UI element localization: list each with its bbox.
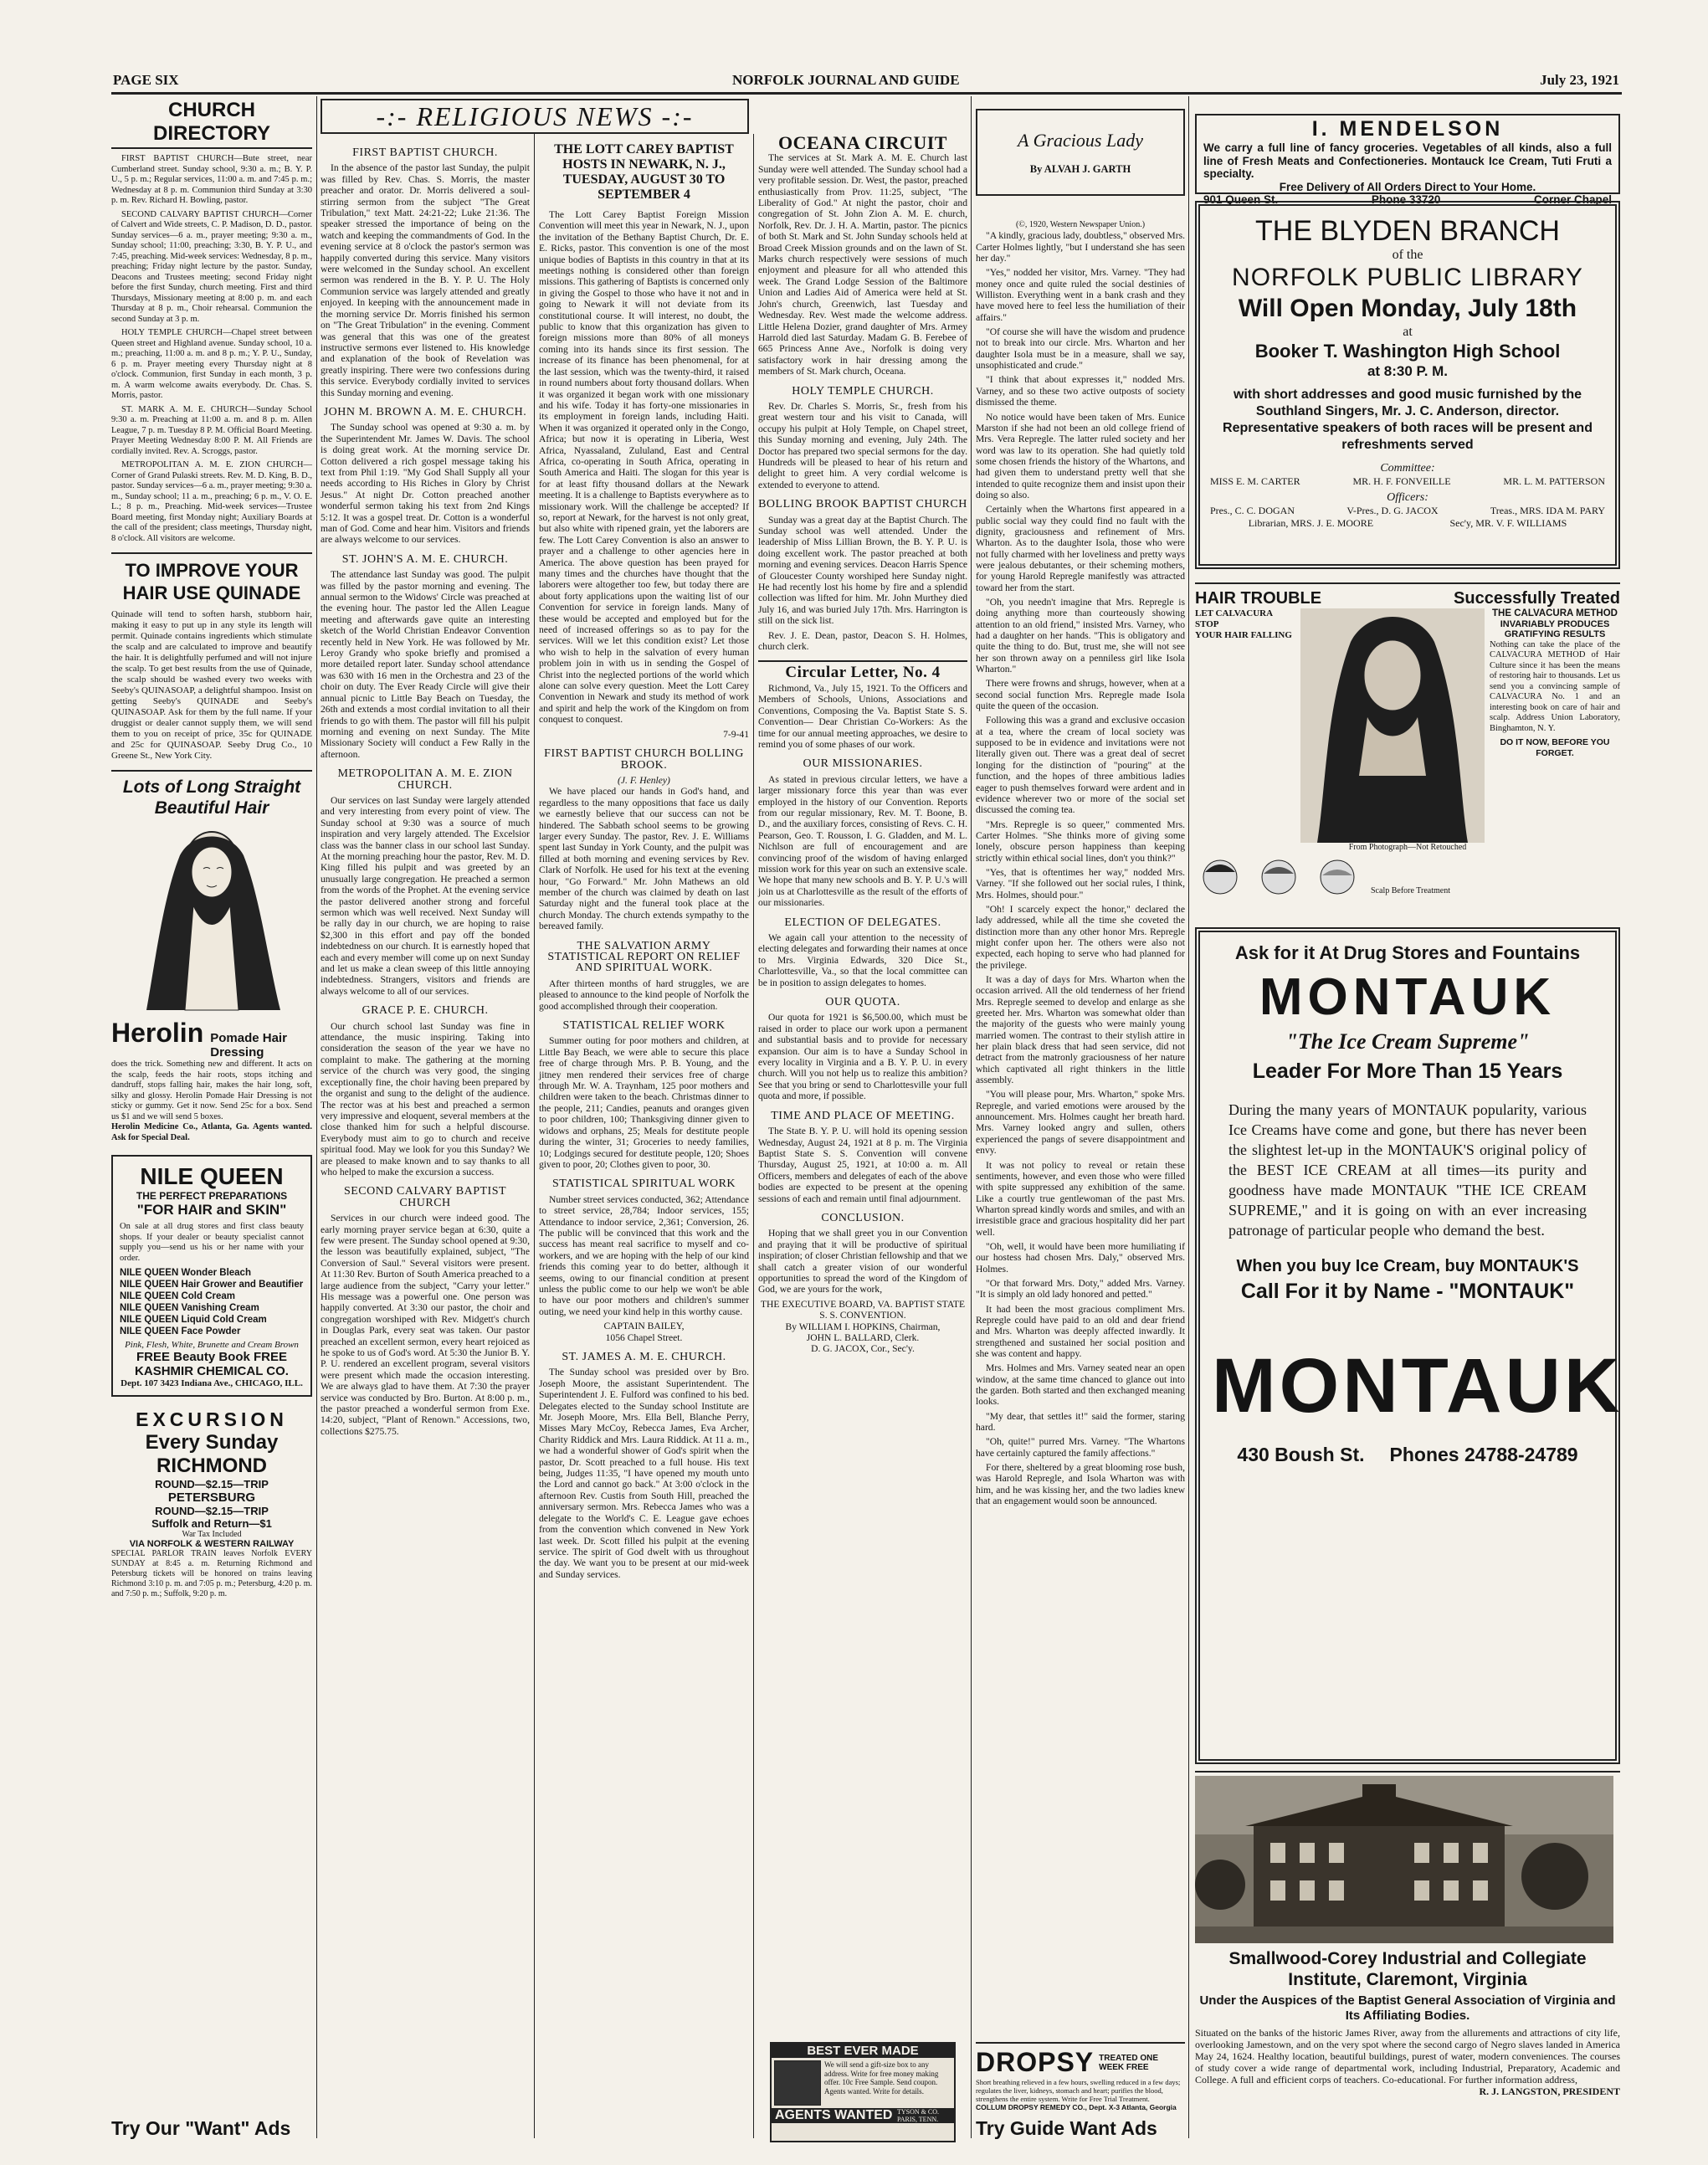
nile-queen-sub2: "FOR HAIR and SKIN" bbox=[136, 1202, 287, 1218]
dropsy-company: COLLUM DROPSY REMEDY CO., Dept. X-3 Atlanta, Georgia bbox=[976, 2103, 1177, 2111]
mendelson-ad bbox=[1195, 114, 1620, 206]
bolling-brook-title: BOLLING BROOK BAPTIST CHURCH bbox=[758, 498, 967, 511]
story-paragraph: It was not policy to reveal or retain these sentiments, however, and even those who were filled with spite suppressed any exhibition of the same. Like a courtly true gentlewoman of the past Mrs. Wharton spread kindly words and smiles, and with an irresistible grace and gracious hospitality did her part well. bbox=[976, 1159, 1185, 1238]
story-paragraph: It had been the most gracious compliment Mrs. Repregle could have paid to an old and dear friend and Mrs. Wharton was deeply affected inwardly. It strengthened and sustained her social position and she was content and happy. bbox=[976, 1303, 1185, 1359]
committee-heading: Committee: bbox=[1380, 462, 1435, 475]
story-paragraph: "Mrs. Repregle is so queer," commented Mrs. Carter Holmes. "She thinks more of giving some lonely, obscure person happiness than keeping strictly within ethical social lines, don't you think?" bbox=[976, 818, 1185, 864]
want-ads-footer-right: Try Guide Want Ads bbox=[976, 2117, 1157, 2139]
calvacura-donow: DO IT NOW, BEFORE YOU FORGET. bbox=[1500, 737, 1610, 758]
montauk-top: Ask for it At Drug Stores and Fountains bbox=[1234, 942, 1581, 963]
blyden-at: at bbox=[1403, 325, 1413, 339]
institute-building-photo bbox=[1195, 1776, 1613, 1943]
hair-trouble-line2: YOUR HAIR FALLING bbox=[1195, 630, 1292, 640]
agents-wanted: AGENTS WANTED bbox=[775, 2108, 893, 2122]
circular-title: Circular Letter, No. 4 bbox=[758, 660, 967, 678]
committee-member: MR. H. F. FONVEILLE bbox=[1352, 475, 1451, 487]
montauk-when: When you buy Ice Cream, buy MONTAUK'S bbox=[1236, 1257, 1579, 1275]
smallwood-title: Smallwood-Corey Industrial and Collegiate Institute, Claremont, Virginia bbox=[1228, 1949, 1587, 1989]
story-paragraph: Mrs. Holmes and Mrs. Varney seated near an open window, at the same time chanced to glance out into the garden. Both started and then exchanged meaning looks. bbox=[976, 1362, 1185, 1408]
best-ever-company: TYSON & CO. PARIS, TENN. bbox=[897, 2108, 940, 2123]
smallwood-signer: R. J. LANGSTON, PRESIDENT bbox=[1479, 2085, 1620, 2097]
nile-queen-company: KASHMIR CHEMICAL CO. bbox=[135, 1364, 289, 1378]
officer: V-Pres., D. G. JACOX bbox=[1346, 505, 1439, 516]
excursion-body: SPECIAL PARLOR TRAIN leaves Norfolk EVERY SUNDAY at 8:45 a. m. Returning Richmond and Petersburg tickets will be honored on trains leaving Richmond 3:10 p. m. and 7:05 p. m.; Petersburg, 4:20 p. m. and 7:50 p. m.; Suffolk, 9:20 p. m. bbox=[111, 1549, 312, 1598]
time-place-heading: TIME AND PLACE OF MEETING. bbox=[771, 1109, 955, 1122]
quinade-body: Quinade will tend to soften harsh, stubborn hair, making it easy to put up in any style its length will permit. Quinade contains ingredients which stimulate the scalp and are calculated to improve and beautify the hair. It is delightfully perfumed and will not injure the scalp. To get best results from the use of Quinade, the scalp should be washed every two weeks with Seeby's QUINASOAP, a delightful shampoo. Insist on getting Seeby's QUINADE and Seeby's QUINASOAP. Ask for them by the full name. If your druggist or dealer cannot supply them, we will send them to you on receipt of price, 35c for QUINADE and 25c for QUINASOAP. Seeby Drug Co., 10 Greene St., New York City. bbox=[111, 609, 312, 761]
banner-title: RELIGIOUS NEWS bbox=[416, 101, 654, 131]
mendelson-title: I. MENDELSON bbox=[1311, 117, 1504, 141]
excursion-via: VIA NORFOLK & WESTERN RAILWAY bbox=[129, 1539, 295, 1549]
herolin-headline: Lots of Long Straight Beautiful Hair bbox=[122, 777, 301, 818]
page-number: PAGE SIX bbox=[113, 72, 179, 88]
excursion-line3: ROUND—$2.15—TRIP bbox=[155, 1478, 269, 1490]
bolling-brook-signature: Rev. J. E. Dean, pastor, Deacon S. H. Holmes, church clerk. bbox=[758, 629, 967, 653]
story-paragraph: "Oh! I scarcely expect the honor," declared the lady addressed, while all the time she coveted the distinction more than any other honor Mrs. Repregle might confer upon her. The others were also not expected, each hoping to serve who had planned for the privilege. bbox=[976, 903, 1185, 971]
woman-long-hair-illustration bbox=[113, 822, 310, 1014]
st-james-text: The Sunday school was presided over by Bro. Joseph Moore, the assistant Superintendent. The Superintendent J. E. Fulford was confined to his bed. Delegates elected to the Sunday school Institute are Mr. Joseph Moore, Mrs. Ella Bell, Blanche Perry, Misses Mary McCoy, Rebecca James, Eva Archer, Charity Riddick and Mrs. Laura Riddick. At 11 a. m., we had a wonderful shower of God's spirit when the pastor, Dr. Scott preached to a full house. His text being, Judges 11:35, "I have opened my mouth unto the Lord and cannot go back." At 3:00 o'clock in the afternoon Rev. Custis from South Hill, preached the anniversary sermon. Mrs. Rebecca James who was a delegate to the World's C. E. League gave echoes from the convention which convened in New York last week. Dr. Scott filled his pulpit at the evening service. The spirit of God dwelt with us throughout the day. We want you to be present at our mid-week and Sunday services. bbox=[539, 1367, 749, 1580]
column-divider bbox=[971, 96, 972, 2138]
best-ever-body: We will send a gift-size box to any address. Write for free money making offer. 10c Free Sample. Send coupon. Agents wanted. Write for details. bbox=[824, 2060, 939, 2096]
mendelson-phone: Phone 33720 bbox=[1371, 192, 1441, 206]
story-paragraph: Following this was a grand and exclusive occasion at a tea, where the cream of local society was supposed to be in evidence and invitations were not literally given out. There was a great deal of secret longing for the distinction of "pouring" at the function, and the hopes of three ambitious ladies eager to push themselves forward were ardent and in evidence wherever two or more of the social set discussed the coming tea. bbox=[976, 715, 1185, 816]
directory-entry: SECOND CALVARY BAPTIST CHURCH—Corner of Calvert and Wide streets, C. P. Madison, D. D., pastor. Sunday services—6 a. m., prayer meeting; 9:30 a. m., Sunday school; 11:00, preaching; 3:30, B. Y. P. U., and 7:45, preaching. Mid-week services: Wednesday, 8 p. m., preaching; Friday night lecture by the pastor. Sunday, Deacons and Trustees meeting; second Friday night before the first Sunday, church meeting. First and third Thursdays, Missionary meeting at 8:00 p. m. and each Thursday at 8 p. m., Choir rehearsal. Communion the second Sunday at 3 p. m. bbox=[111, 209, 313, 324]
story-paragraph: "Yes, that is oftentimes her way," nodded Mrs. Varney. "If she followed out her social rules, I think, Mrs. Holmes, should pour." bbox=[976, 866, 1185, 900]
issue-date: July 23, 1921 bbox=[1540, 72, 1619, 88]
story-paragraph: "You will please pour, Mrs. Wharton," spoke Mrs. Repregle, and varied emotions were aroused by the announcement. Mrs. Holmes caught her breath hard. Mrs. Varney looked angry and sullen, others experienced the pangs of severe disappointment and envy. bbox=[976, 1089, 1185, 1157]
nile-queen-sub1: THE PERFECT PREPARATIONS bbox=[136, 1190, 288, 1202]
hair-trouble-title-right: Successfully Treated bbox=[1454, 589, 1620, 608]
committee-member: MISS E. M. CARTER bbox=[1210, 475, 1300, 487]
quota-heading: OUR QUOTA. bbox=[825, 996, 900, 1009]
lott-carey-text: The Lott Carey Baptist Foreign Mission Convention will meet this year in Newark, N. J., upon the invitation of the Bethany Baptist Church, Dr. E. E. Ricks, pastor. This convention is one of the most unique bodies of Baptists in this country in that at its meetings nothing is considered other than foreign missions. This gathering of Baptists is concerned only in giving the Gospel to those who have it not and in going to Newark it will not deviate from its constitutional course. It will interest, no doubt, the public to know that this organization has given to foreign missions more than 80% of all moneys coming into its hands since its first session. The increase of its finance has been phenomenal, for at the last session, which was the twenty-third, it raised in round numbers about forty thousand dollars. When it was organized it began work with one missionary and his wife. Today it has forty-one missionaries in its employment in foreign lands, including Haiti. When it was organized it operated only in the Congo, Africa; but now it is operating in Liberia, West Africa, Nyassaland, Zululand, East and Central Africa, co-operating in South Africa, operating in South America and Haiti. The slogan for this year is for at least fifty thousand dollars at the Newark meeting. It is a challenge to Baptists everywhere as to missionary work. Will the challenge be accepted? If so, report at Newark, for the harvest is not only great, but also white with ripened grain, yet the laborers are few. The Lott Carey Convention is also an answer to prayer and a challenge to other agencies here in America. The above question has been prayed for many times and the churches have thought that the laborers were altogether too few, but today there are about forty applications upon the waiting list of our Convention for service in foreign lands. Many of these would be accepted and employed but for the need of increased offerings so as to pay for the services. Will we let this condition exist? Let those who wish to help in the salvation of every human problem join in with us in sending the Gospel of Christ into the neglected portions of the world which alone can solve every question. Meet the Lott Carey Convention in Newark and study its method of work and spirit and help the work of the Kingdom on from conquest to conquest. bbox=[539, 209, 749, 726]
grace-title: GRACE P. E. CHURCH. bbox=[362, 1004, 489, 1018]
product-item: NILE QUEEN Cold Cream bbox=[120, 1291, 236, 1301]
calvacura-body: Nothing can take the place of the CALVACURA METHOD of Hair Culture since it has been the means of restoring hair to thousands. Let us send you a convincing sample of CALVACURA No. 1 and an interesting book on care of hair and scalp. Address Union Laboratory, Binghamton, N. Y. bbox=[1490, 639, 1620, 733]
montauk-phones: Phones 24788-24789 bbox=[1389, 1444, 1578, 1465]
montauk-address: 430 Boush St. bbox=[1237, 1444, 1365, 1465]
officer: Librarian, MRS. J. E. MOORE bbox=[1248, 517, 1374, 529]
excursion-ad bbox=[111, 1408, 312, 1599]
header-rule bbox=[111, 92, 1622, 95]
conclusion-text: Hoping that we shall greet you in our Convention and praying that it will be productive of spiritual inspiration; of closer Christian fellowship and that we shall catch a greater vision of our wonderful opportunities to spread the word of the Kingdom of God, we are yours for the work, bbox=[758, 1228, 967, 1295]
blyden-branch-ad bbox=[1195, 201, 1620, 569]
herolin-sub: Pomade Hair Dressing bbox=[210, 1031, 287, 1059]
st-johns-text: The attendance last Sunday was good. The pulpit was filled by the pastor morning and evening. The annual sermon to the Widows' Circle was preached at the evening hour. The pastor led the Allen League meeting and afterwards gave quite an interesting sketch of the World Christian Endeavor Convention recently held in New York. He was followed by Mr. Leroy Grandy who spoke briefly and promised a more detailed report later. Sunday school attendance was 630 with 16 men in the Orchestra and 23 of the choir on duty. The Ever Ready Circle will give their annual picnic to Little Bay Beach on Tuesday, the 26th and extends a most cordial invitation to all their friends to go with them. The pastor will fill his pulpit morning and evening on next Sunday. The Mite Missionary Society will conduct a Few Rally in the afternoon. bbox=[321, 569, 530, 760]
nile-queen-ad bbox=[111, 1155, 312, 1397]
delegates-text: We again call your attention to the necessity of electing delegates and forwarding their names at once to Mrs. Virginia Edwards, 320 Dice St., Charlottesville, Va., so that the local committee can be in position to assign delegates to homes. bbox=[758, 932, 967, 988]
blyden-of: of the bbox=[1392, 248, 1423, 262]
story-paragraph: For there, sheltered by a great blooming rose bush, was Harold Repregle, and Isola Wharton was with him, and he was kissing her, and the two ladies knew that an engagement would soon be announced. bbox=[976, 1462, 1185, 1507]
hair-trouble-ad bbox=[1195, 582, 1620, 917]
quinade-title: TO IMPROVE YOUR HAIR USE QUINADE bbox=[122, 560, 301, 603]
excursion-tax: War Tax Included bbox=[182, 1530, 242, 1539]
story-title: A Gracious Lady bbox=[1018, 129, 1143, 151]
nile-queen-free: FREE Beauty Book FREE bbox=[136, 1350, 288, 1364]
mendelson-address: 901 Queen St. bbox=[1203, 192, 1279, 206]
masthead: NORFOLK JOURNAL AND GUIDE bbox=[732, 72, 960, 88]
religious-news-col-2 bbox=[321, 139, 530, 2139]
hair-trouble-title-left: HAIR TROUBLE bbox=[1195, 589, 1322, 608]
signer: THE EXECUTIVE BOARD, VA. BAPTIST STATE S. S. CONVENTION. bbox=[760, 1298, 966, 1321]
missionaries-heading: OUR MISSIONARIES. bbox=[803, 757, 923, 771]
religious-news-banner: -:- RELIGIOUS NEWS -:- bbox=[321, 99, 749, 134]
john-brown-text: The Sunday school was opened at 9:30 a. m. by the Superintendent Mr. James W. Davis. The school is doing great work. At the morning service Dr. Cotton delivered a rich gospel message taking his text from Phil 1:19. "My God Shall Supply all your needs according to His Riches in Glory by Christ Jesus." At night Dr. Cotton preached another wonderful sermon taking his text from 2nd Kings 5:12. It was a gospel treat. Dr. Cotton is a wonderful man of God. Come and hear him. Visitors and friends are always welcome to our services. bbox=[321, 422, 530, 546]
story-heading bbox=[976, 109, 1185, 218]
mendelson-delivery: Free Delivery of All Orders Direct to Your Home. bbox=[1279, 180, 1536, 193]
time-place-text: The State B. Y. P. U. will hold its opening session Wednesday, August 24, 1921 at 8 p. m. The Virginia Baptist State S. S. Convention will convene Thursday, August 25, 1921, at 10:00 a. m. All Officers, members and delegates of each of the above bodies are expected to be present at the opening sessions of each and remain until final adjournment. bbox=[758, 1126, 967, 1204]
scalp-illustrations bbox=[1195, 854, 1362, 895]
excursion-line5: ROUND—$2.15—TRIP bbox=[155, 1505, 269, 1517]
mendelson-body: We carry a full line of fancy groceries. Vegetables of all kinds, also a full line of Fresh Meats and Confectioneries. Montauck Ice Cream, Tuti Fruti a specialty. bbox=[1203, 141, 1612, 180]
best-ever-ad bbox=[770, 2042, 956, 2142]
smallwood-under: Under the Auspices of the Baptist General Association of Virginia and Its Affiliating Bodies. bbox=[1199, 1993, 1616, 2023]
blyden-time: at 8:30 P. M. bbox=[1367, 363, 1449, 379]
blyden-school: Booker T. Washington High School bbox=[1254, 341, 1561, 362]
blyden-body: with short addresses and good music furnished by the Southland Singers, Mr. J. C. Anderson, director. Representative speakers of both races will be present and refreshments served bbox=[1223, 387, 1593, 452]
conclusion-heading: CONCLUSION. bbox=[821, 1211, 905, 1224]
nile-queen-colors: Pink, Flesh, White, Brunette and Cream Brown bbox=[125, 1340, 299, 1350]
john-brown-title: JOHN M. BROWN A. M. E. CHURCH. bbox=[323, 405, 527, 418]
column-divider bbox=[1188, 96, 1189, 2138]
circular-text: Richmond, Va., July 15, 1921. To the Officers and Members of Schools, Unions, Associations and Conventions, Composing the Va. Baptist State S. S. Convention— Dear Christian Co-Workers: As the time for our annual meeting approaches, we desire to remind you of some phases of our work. bbox=[758, 682, 967, 750]
lott-carey-date: 7-9-41 bbox=[723, 728, 749, 740]
product-item: NILE QUEEN Vanishing Cream bbox=[120, 1303, 259, 1313]
officers-heading: Officers: bbox=[1387, 491, 1428, 504]
montauk-ad bbox=[1195, 927, 1623, 1764]
product-item: NILE QUEEN Wonder Bleach bbox=[120, 1268, 251, 1278]
directory-entry: METROPOLITAN A. M. E. ZION CHURCH—Corner of Grand Pulaski streets. Rev. M. D. King, B. D., pastor. Sunday services—6 a. m., prayer meeting; 9:30 a. m., Sunday school; 11 a. m., preaching; 6 p. m., V. O. E. L.; 8 p. m., Preaching. Mid-week services—Trustee Board meeting, first Monday night; Auxiliary Boards at the call of the president; class meetings, Thursday night, 8 o'clock. All visitors are welcome. bbox=[111, 460, 312, 543]
salvation-army-text: After thirteen months of hard struggles, we are pleased to announce to the kind people of Norfolk the good accomplished through their cooperation. bbox=[539, 977, 749, 1012]
first-baptist-bb-byline: (J. F. Henley) bbox=[618, 774, 670, 786]
story-paragraph: Certainly when the Whartons first appeared in a public social way they could find no fault with the dignity, graciousness and refinement of Mrs. Wharton. As to the daughter Isola, those who were not fully charmed with her loveliness and pretty ways were jealous debutantes, or their scheming mothers, for young Harold Repregle manifestly was attracted toward her from the start. bbox=[976, 504, 1185, 593]
column-divider bbox=[316, 96, 317, 2138]
mendelson-corner: Corner Chapel bbox=[1533, 192, 1612, 206]
montauk-call: Call For it by Name - "MONTAUK" bbox=[1240, 1280, 1575, 1303]
officer: Sec'y, MR. V. F. WILLIAMS bbox=[1449, 517, 1567, 529]
photo-caption: From Photograph—Not Retouched bbox=[1348, 843, 1467, 852]
metropolitan-title: METROPOLITAN A. M. E. ZION CHURCH. bbox=[337, 767, 513, 792]
blyden-library: NORFOLK PUBLIC LIBRARY bbox=[1232, 264, 1583, 291]
story-paragraph: "Oh, well, it would have been more humiliating if our hostess had chosen Mrs. Daly," observed Mrs. Holmes. bbox=[976, 1240, 1185, 1275]
calvacura-invariably: INVARIABLY PRODUCES bbox=[1500, 618, 1610, 629]
montauk-brand-large: MONTAUK bbox=[1212, 1343, 1623, 1429]
oceana-text: The services at St. Mark A. M. E. Church last Sunday were well attended. The Sunday school had a very profitable session. Dr. West, the pastor, preached enthusiastically from Prov. 11:25, subject, "The Liberality of God." At night the pastor, choir and congregation of St. John Zion A. M. E. church, Norfolk, Rev. Dr. J. H. A. Martin, pastor. The picnics of both St. Mark and St. John Sunday schools held at Broad Creek Mission grounds and on the lawn of St. Marks church respectively were sessions of much enjoyment and pleasure for all who attended this week. The Grand Lodge Session of the Baltimore Union and Ladies Aid of America were held at St. John's church, Greenwich, last Tuesday and Wednesday. Rev. West made the welcome address. Little Helena Dozier, grand daughter of Mrs. Armey Harrold died last Saturday. Madam G. B. Ferebee of 665 Princess Anne Ave., Norfolk is doing very satisfactory work in hair dressing among the members of St. Mark church, Oceana. bbox=[758, 152, 967, 377]
directory-entry: HOLY TEMPLE CHURCH—Chapel street between Queen street and Highland avenue. Sunday school, 10 a. m.; preaching, 11:00 a. m. and 8 p. m.; Y. P. U., Sunday, 6 p. m. Prayer meeting every Thursday night at 8 o'clock. Communion, first Sunday in each month, 3 p. m. A warm welcome awaits everybody. Dr. Chas. S. Morris, pastor. bbox=[111, 328, 312, 400]
first-baptist-text: In the absence of the pastor last Sunday, the pulpit was filled by Rev. Chas. S. Morris, the master preacher and orator. Dr. Morris delivered a soul-stirring sermon from the subject "The Great Tribulation," text Matt. 24:21-22; Luke 21:36. The speaker stressed the importance of being on the watch and keeping the commandments of God. In the evening service at 8 o'clock the pastor's sermon was happily converted during this service. Many visitors were welcomed in the Sunday school. An excellent sermon was rendered in the B. Y. P. U. The Holy Communion service was largely attended and greatly enjoyed. In keeping with the announcement made in the morning service Dr. Morris finished his sermon on "The Great Tribulation" in the evening. Comment was general that this was one of the greatest instructive sermons ever listened to. His knowledge and explanation of the book of Revelation was greatly inspiring. There were two confessions during this service. Everybody cordially invited to services this Sunday morning and evening. bbox=[321, 162, 530, 398]
nile-queen-title: NILE QUEEN bbox=[140, 1163, 284, 1189]
quota-text: Our quota for 1921 is $6,500.00, which must be raised in order to place our work upon a permanent and substantial basis and to provide for necessary expansion. Our aim is to have a Sunday School in every locality in Virginia and a B. Y. P. U. in every church. Will you not help us to realize this ambition? See that you bring or send to Charlottesville your full quota and more, if possible. bbox=[758, 1012, 967, 1102]
first-baptist-bb-title: FIRST BAPTIST CHURCH BOLLING BROOK. bbox=[544, 747, 744, 772]
story-paragraph: "I think that about expresses it," nodded Mrs. Varney, and so these two active outposts of society dismissed the theme. bbox=[976, 374, 1185, 408]
story-copyright: (©, 1920, Western Newspaper Union.) bbox=[1015, 220, 1146, 229]
dropsy-sub: TREATED ONE WEEK FREE bbox=[1099, 2053, 1159, 2072]
committee-member: MR. L. M. PATTERSON bbox=[1503, 475, 1605, 487]
holy-temple-text: Rev. Dr. Charles S. Morris, Sr., fresh from his great western tour and his visit to Canada, will occupy his pulpit at Holy Temple, on Chapel street, this Sunday morning and evening, July 24th. The Doctor has prepared two special sermons for the day. Hundreds will be pleased to hear of his return and delight to greet him. A very cordial welcome is extended to everyone to attend. bbox=[758, 400, 967, 490]
product-item: NILE QUEEN Face Powder bbox=[120, 1326, 241, 1336]
story-paragraph: "My dear, that settles it!" said the former, staring hard. bbox=[976, 1410, 1185, 1434]
excursion-line4: PETERSBURG bbox=[167, 1490, 256, 1505]
quinade-ad bbox=[111, 552, 312, 762]
herolin-brand: Herolin bbox=[111, 1018, 204, 1048]
story-paragraph: "Or that forward Mrs. Doty," added Mrs. Varney. "It is simply an old lady honored and petted." bbox=[976, 1277, 1185, 1301]
dropsy-title: DROPSY bbox=[976, 2047, 1095, 2077]
grace-text: Our church school last Sunday was fine in attendance, the music inspiring. Taking into consideration the season of the year we have no complaint to make. The gathering at the morning service of the church was very good, the singing exceptionally fine, the choir having been prepared by the organist and sung to the delight of the audience. The rector was at his best and preached a sermon very impressive and eloquent, several members at the close thanked him for such a helpful discourse. Everybody must aim to go to church and receive spiritual food. May we look for you this Sunday? We are pleased to make known and to say thanks to all who helped to make the excursion a success. bbox=[321, 1020, 530, 1177]
story-paragraph: No notice would have been taken of Mrs. Eunice Marston if she had not been an old college friend of Mrs. Vera Repregle. The latter ruled society and her word was law to its operation. She had quietly told some chosen friends the history of the Whartons, and had given them to understand pretty well that she intended to quite recognize them and insist upon their doing so also. bbox=[976, 411, 1185, 500]
st-johns-title: ST. JOHN'S A. M. E. CHURCH. bbox=[341, 552, 509, 566]
page-header bbox=[113, 72, 1619, 90]
st-james-title: ST. JAMES A. M. E. CHURCH. bbox=[562, 1351, 726, 1363]
second-calvary-title: SECOND CALVARY BAPTIST CHURCH bbox=[343, 1185, 507, 1209]
calvacura-method: THE CALVACURA METHOD bbox=[1492, 608, 1618, 618]
signer: D. G. JACOX, Cor., Sec'y. bbox=[811, 1343, 915, 1355]
herolin-body: does the trick. Something new and different. It acts on the scalp, feeds the hair roots, stops itching and dandruff, stops falling hair, makes the hair long, soft, silky and glossy. Herolin Pomade Hair Dressing is not sticky or gummy. Get it now. Send 25c for a box. Send us $1 and we will send 5 boxes. bbox=[111, 1059, 312, 1121]
woman-with-long-hair-photo bbox=[1300, 608, 1485, 843]
story-paragraph: "Of course she will have the wisdom and prudence not to break into our circle. Mrs. Wharton and her daughter Isola must be in a measure, shall we say, unsophisticated and crude." bbox=[976, 326, 1185, 372]
first-baptist-title: FIRST BAPTIST CHURCH. bbox=[352, 146, 498, 159]
story-paragraph: "A kindly, gracious lady, doubtless," observed Mrs. Carter Holmes lightly, "but I understand she has seen her day." bbox=[976, 230, 1185, 264]
column-divider bbox=[534, 134, 535, 2138]
best-ever-title: BEST EVER MADE bbox=[772, 2044, 954, 2058]
column-divider bbox=[753, 134, 754, 2138]
herolin-footer: Herolin Medicine Co., Atlanta, Ga. Agents wanted. Ask for Special Deal. bbox=[111, 1122, 312, 1142]
scalp-caption: Scalp Before Treatment bbox=[1371, 886, 1450, 895]
smallwood-corey-ad bbox=[1195, 1771, 1620, 2139]
blyden-title: THE BLYDEN BRANCH bbox=[1255, 215, 1560, 247]
officer: Pres., C. C. DOGAN bbox=[1210, 505, 1295, 516]
hair-trouble-line1: LET CALVACURA STOP bbox=[1195, 608, 1273, 629]
excursion-line1: Every Sunday bbox=[145, 1431, 279, 1454]
nile-queen-products bbox=[120, 1267, 304, 1337]
excursion-title: EXCURSION bbox=[136, 1408, 288, 1430]
church-directory bbox=[111, 154, 312, 544]
holy-temple-title: HOLY TEMPLE CHURCH. bbox=[792, 384, 934, 398]
lott-carey-title: THE LOTT CAREY BAPTIST HOSTS IN NEWARK, N. J., TUESDAY, AUGUST 30 TO SEPTEMBER 4 bbox=[554, 142, 734, 202]
first-baptist-bb-text: We have placed our hands in God's hand, and regardless to the many oppositions that face us daily we earnestly believe that our success can not be hindered. The Sabbath school seems to be growing larger every Sunday. The pastor, Rev. J. E. Williams spent last Sunday in York County, and the pulpit was filled at both morning and evening services by Rev. Clark of Norfolk. He used for his text at the evening hour, "Go Forward." Mr. John Mathews an old member of the church was claimed by death on last Saturday night and the funeral took place at the church Monday. The church extends sympathy to the bereaved family. bbox=[539, 786, 749, 932]
product-item: NILE QUEEN Hair Grower and Beautifier bbox=[120, 1280, 304, 1290]
statistical-relief-text: Summer outing for poor mothers and children, at Little Bay Beach, we were able to secure this place free of charge through Mrs. P. B. Young, and the jitney men rendered their services free of charge through Mr. W. A. Traynham, 125 poor mothers and children were taken to the beach. Christmas dinner to the people, 211; Candies, peanuts and oranges given to poor children, 100; Thanksgiving dinner given to widows and orphans, 25; Meals for destitute people during the winter, 31; Groceries to needy families, 10; Lodgings secured for destitute people, 120; Shoes given to poor, 20; Clothes given to poor, 30. bbox=[539, 1035, 749, 1170]
signer: By WILLIAM I. HOPKINS, Chairman, bbox=[785, 1321, 941, 1332]
statistical-spiritual-text: Number street services conducted, 362; Attendance to street service, 28,784; Indoor services, 155; Attendance to indoor service, 2,361; Conversion, 26. The public will be convinced that this work and the success has meant real sacrifice to myself and co-workers, and we are hoping with the help of our kind friends this coming year to do better, although it seems, owing to our financial condition at present unless the public come to our help we won't be able to have our poor mothers and children's summer outing, we need your kind help in this worthy cause. bbox=[539, 1193, 749, 1317]
want-ads-footer-left: Try Our "Want" Ads bbox=[111, 2117, 291, 2139]
product-item: NILE QUEEN Liquid Cold Cream bbox=[120, 1315, 267, 1325]
directory-entry: ST. MARK A. M. E. CHURCH—Sunday School 9:30 a. m. Preaching at 11:00 a. m. and 8 p. m. Allen League, 7 p. m. Tuesday 8 P. M. Official Board Meeting. Prayer Meeting Wednesday 8:00 P. M. All Friends are cordially invited. Rev. A. Scroggs, pastor. bbox=[111, 404, 312, 456]
salvation-address: 1056 Chapel Street. bbox=[605, 1331, 683, 1343]
left-column bbox=[111, 99, 312, 2149]
story-paragraph: It was a day of days for Mrs. Wharton when the occasion arrived. All the old tenderness of her friend Mrs. Repregle seemed to develop and enlarge as she greeted her. Mrs. Wharton was somewhat older than the majority of the guests who were mainly young married women. The contrast to their stylish attire in her plain black dress that had seen service, did not detract from the matronly graciousness of her nature which captivated all right thinkers in the little assembly. bbox=[976, 974, 1185, 1086]
blyden-open: Will Open Monday, July 18th bbox=[1238, 295, 1577, 322]
calvacura-results: GRATIFYING RESULTS bbox=[1504, 629, 1606, 639]
church-directory-title: CHURCH DIRECTORY bbox=[111, 99, 312, 149]
second-calvary-text: Services in our church were indeed good. The early morning prayer service began at 6:30, quite a few were present. The Sunday school opened at 9:30, the lesson was beautifully explained, subject, "The Conversion of Saul." Several visitors were present. At 11:30 Rev. Burton of South America preached to a large audience from the subject, "Carry your letter." His message was a powerful one. One person was happily converted. At 3:30 our pastor, the choir and congregation worshiped with Rev. Midgett's church in Douglas Park, every seat was taken. Our pastor preached an excellent sermon, every heart rejoiced as he spoke to us of God's word. At 5:30 the Junior B. Y. P. U. rendered an excellent program, several visitors were present which made the occasion interesting. We are always glad to have them. At 7:30 the prayer service was conducted by Bro. Burton. At 8:00 p. m., the pastor preached a wonderful sermon from Exe. 14:20, subject, "Plant of Renown." Accessions, two, collections $275.75. bbox=[321, 1213, 530, 1437]
story-byline: By ALVAH J. GARTH bbox=[1029, 162, 1131, 175]
salvation-signature: CAPTAIN BAILEY, bbox=[603, 1321, 685, 1332]
nile-queen-address: Dept. 107 3423 Indiana Ave., CHICAGO, ILL. bbox=[121, 1378, 303, 1388]
officer: Treas., MRS. IDA M. PARY bbox=[1490, 505, 1605, 516]
oceana-title: OCEANA CIRCUIT bbox=[778, 132, 947, 153]
delegates-heading: ELECTION OF DELEGATES. bbox=[784, 916, 941, 929]
bolling-brook-text: Sunday was a great day at the Baptist Church. The Sunday school was well attended. Under the leadership of Miss Lillian Brown, the B. Y. P. U. is doing excellent work. The pastor preached at both morning and evening services. Deacon Harris Spence of Gloucester County worshiped here Sunday night. He had recently lost his home by fire and a splendid collection was lifted for him. Mr. John Murthey died July 16, and was buried July 17th. Mrs. Harrington is still on the sick list. bbox=[758, 514, 967, 627]
signer: JOHN L. BALLARD, Clerk. bbox=[806, 1332, 920, 1343]
metropolitan-text: Our services on last Sunday were largely attended and very interesting from every point of view. The Sunday school at 9:30 was a source of much inspiration and very largely attended. The Excelsior class was the banner class in our school last Sunday. At the morning preaching hour the pastor, Rev. M. D. King filled his pulpit and was greeted by an unusually large congregation. He preached a sermon from the words of the Prophet. At the evening service the pastor delivered another strong and forceful sermon which was well received. Next Sunday will be rally day in our church, we are hoping to raise $2,300 in this effort and pay off the bonded indebtedness on our church. It is earnestly hoped that each and every member will come up on next Sunday and let us make a clean sweep of this little annoying indebtedness. Strangers, visitors and friends are always welcome to all of our services. bbox=[321, 794, 530, 997]
religious-news-col-3 bbox=[539, 139, 749, 2139]
dropsy-body: Short breathing relieved in a few hours, swelling reduced in a few days; regulates the liver, kidneys, stomach and heart; purifies the blood, strengthens the entire system. Write for Free Trial Treatment. bbox=[976, 2078, 1181, 2103]
excursion-line2: RICHMOND bbox=[156, 1454, 267, 1477]
herolin-ad bbox=[111, 770, 312, 1143]
nile-queen-body: On sale at all drug stores and first class beauty shops. If your dealer or beauty specialist cannot supply you—send us his or her name with your order. bbox=[120, 1222, 304, 1263]
excursion-line6: Suffolk and Return—$1 bbox=[151, 1517, 272, 1530]
story-paragraph: "Oh, you needn't imagine that Mrs. Repregle is doing anything more than courteously showing attention to an old friend," insisted Mrs. Varney, who had a daughter on her hands. "This is obligatory and quite the thing to do. But, trust me, she will not see her son thrown away on a penniless girl like Isola Wharton." bbox=[976, 597, 1185, 675]
salvation-army-title: THE SALVATION ARMY STATISTICAL REPORT ON RELIEF AND SPIRITUAL WORK. bbox=[547, 939, 741, 975]
directory-entry: FIRST BAPTIST CHURCH—Bute street, near Cumberland street. Sunday school, 9:30 a. m.; B. Y. P. U., 5 p. m.; Regular services, 11:00 a. m. and 7:45 p. m.; Wednesday at 8 p. m. Communion third Sunday at 3:30 p. m. Rev. Richard H. Bowling, pastor. bbox=[111, 154, 312, 205]
smallwood-body: Situated on the banks of the historic James River, away from the allurements and attractions of city life, overlooking Jamestown, and on the very spot where the second cargo of Negro slaves landed in America May 24, 1624. Healthy location, beautiful buildings, purest of water, modern conveniences. The courses of study cover a wide range of departmental work, including Industrial, Preparatory, Academic and College. A full and efficient corps of teachers. Co-educational. For further information address, bbox=[1195, 2027, 1620, 2085]
religious-news-col-4 bbox=[758, 100, 967, 1841]
statistical-relief-title: STATISTICAL RELIEF WORK bbox=[562, 1019, 726, 1033]
story-paragraph: "Yes," nodded her visitor, Mrs. Varney. "They had money once and quite ruled the social destinies of Williston. Everything went in a bank crash and they have moved here to feel less the humiliation of their affairs." bbox=[976, 267, 1185, 323]
missionaries-text: As stated in previous circular letters, we have a larger missionary force this year than was ever employed in the history of our Convention. Reports from our regular missionary, Rev. M. T. Boone, B. D., and the auxiliary forces, consisting of Revs. C. H. Pearson, Geo. T. Rousson, I. G. Gladden, and M. L. Nichlson are full of encouragement and are convincing proof of the wisdom of having enlarged mission work for this year on such an extensive scale. We hope that many new schools and B. Y. P. U.'s will join us at Charlottesville as the result of the efforts of our missionaries. bbox=[758, 773, 967, 909]
montauk-body: During the many years of MONTAUK popularity, various Ice Creams have come and gone, but there has never been the slightest let-up in the MONTAUK'S original policy of the BEST ICE CREAM at all times—its purity and goodness have made MONTAUK "THE ICE CREAM SUPREME," and it is going on with an ever increasing patronage of particular people who demand the best. bbox=[1228, 1101, 1587, 1239]
montauk-brand: MONTAUK bbox=[1259, 968, 1557, 1026]
montauk-tagline: "The Ice Cream Supreme" bbox=[1285, 1029, 1530, 1054]
story-paragraph: There were frowns and shrugs, however, when at a second social function Mrs. Repregle made Isola quite the queen of the occasion. bbox=[976, 678, 1185, 712]
dropsy-ad bbox=[976, 2042, 1185, 2109]
story-paragraph: "Oh, quite!" purred Mrs. Varney. "The Whartons have certainly captured the family affections." bbox=[976, 1436, 1185, 1459]
product-box-image bbox=[774, 2060, 821, 2106]
story-body bbox=[976, 219, 1185, 2035]
statistical-spiritual-title: STATISTICAL SPIRITUAL WORK bbox=[551, 1177, 736, 1191]
montauk-leader: Leader For More Than 15 Years bbox=[1252, 1059, 1563, 1083]
